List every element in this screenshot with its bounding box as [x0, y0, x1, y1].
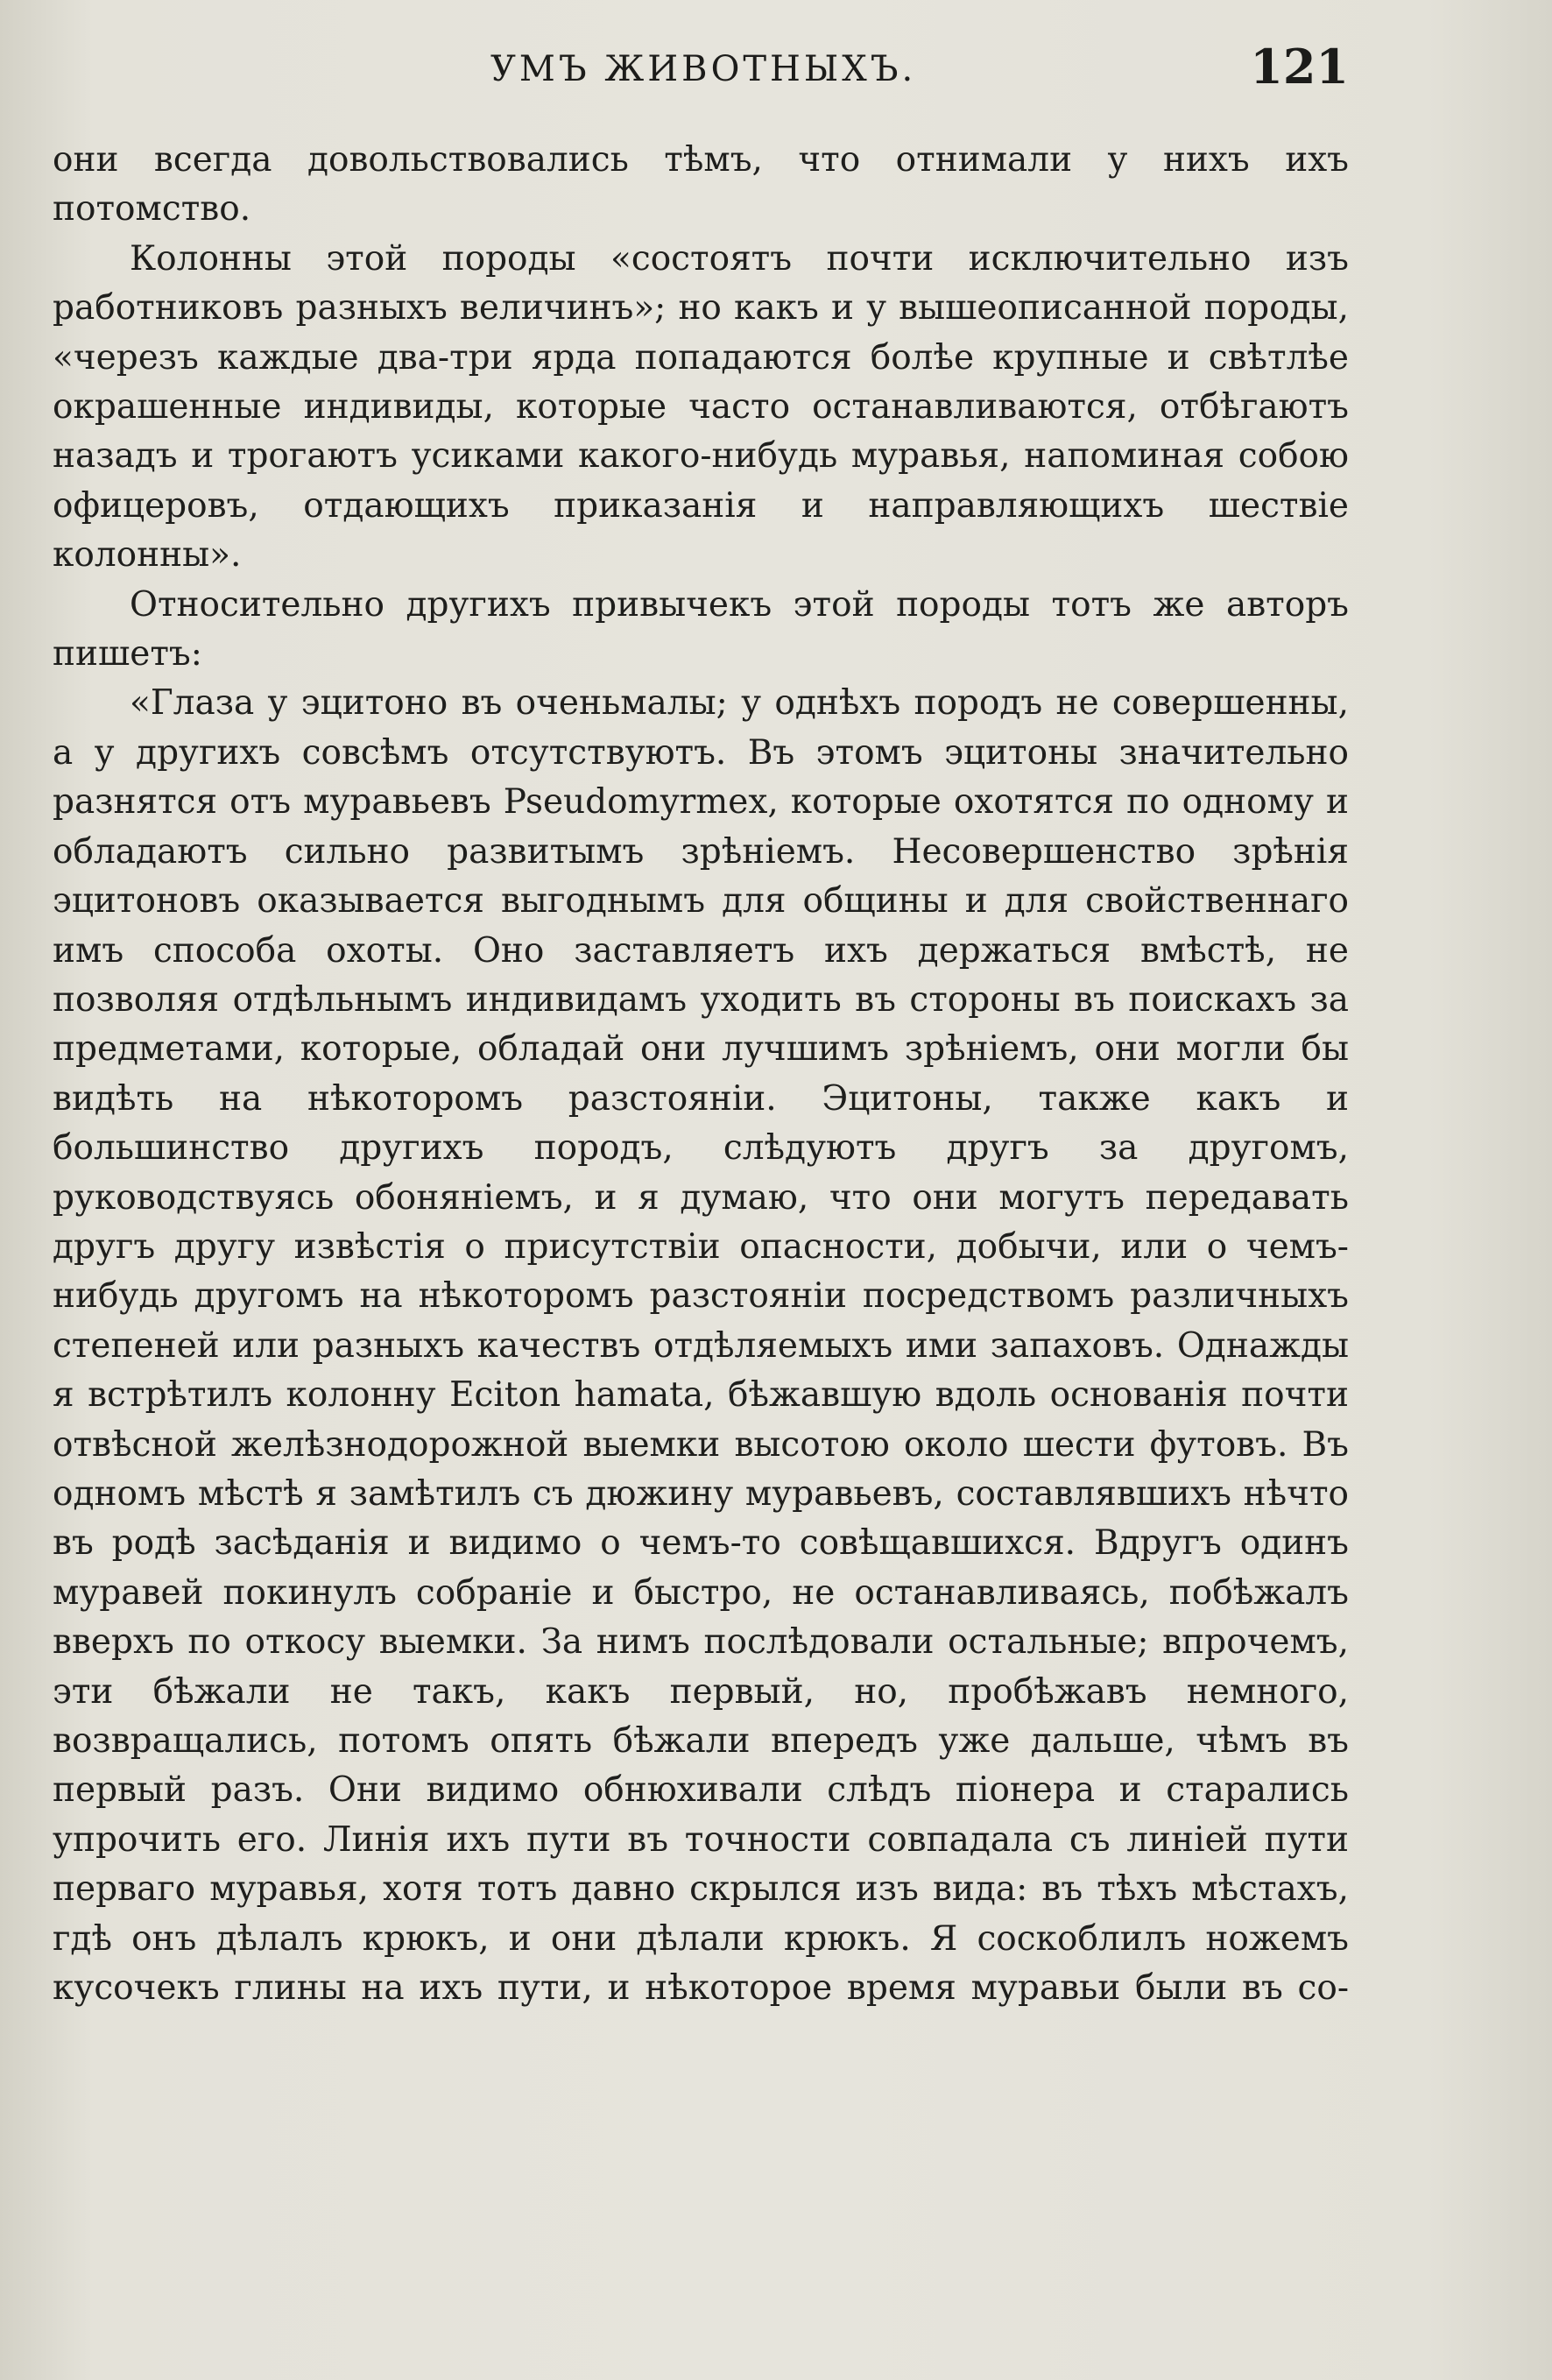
paragraph-colonnes: Колонны этой породы «состоятъ почти исключительно изъ работниковъ разныхъ величинъ»; но какъ и у вышеописанной породы, «черезъ каждые два-три ярда попадаются болѣе крупные и свѣтлѣе окрашенные индивиды, которые часто останавливаются, отбѣгаютъ назадъ и трогаютъ усиками какого-нибудь муравья, напоминая собою офицеровъ, отдающихъ приказанія и направляющихъ шествіе колонны».	[53, 238, 1349, 576]
page-header	[53, 33, 1349, 95]
body-text	[53, 136, 1349, 2013]
paragraph-quote: «Глаза у эцитоно въ оченьмалы; у однѣхъ породъ не совершенны, а у другихъ совсѣмъ отсутствуютъ. Въ этомъ эцитоны значительно разнятся отъ муравьевъ Pseudomyrmex, которые охотятся по одному и обладаютъ сильно развитымъ зрѣніемъ. Несовершенство зрѣнія эцитоновъ оказывается выгоднымъ для общины и для свойственнаго имъ способа охоты. Оно заставляетъ ихъ держаться вмѣстѣ, не позволяя отдѣльнымъ индивидамъ уходить въ стороны въ поискахъ за предметами, которые, обладай они лучшимъ зрѣніемъ, они могли бы видѣть на нѣкоторомъ разстояніи. Эцитоны, также какъ и большинство другихъ породъ, слѣдуютъ другъ за другомъ, руководствуясь обоняніемъ, и я думаю, что они могутъ передавать другъ другу извѣстія о присутствіи опасности, добычи, или о чемъ-нибудь другомъ на нѣкоторомъ разстояніи посредствомъ различныхъ степеней или разныхъ качествъ отдѣляемыхъ ими запаховъ. Однажды я встрѣтилъ колонну Eciton hamata, бѣжавшую вдоль основанія почти отвѣсной желѣзнодорожной выемки высотою около шести футовъ. Въ одномъ мѣстѣ я замѣтилъ съ дюжину муравьевъ, составлявшихъ нѣчто въ родѣ засѣданія и видимо о чемъ-то совѣщавшихся. Вдругъ одинъ муравей покинулъ собраніе и быстро, не останавливаясь, побѣжалъ вверхъ по откосу выемки. За нимъ послѣдовали остальные; впрочемъ, эти бѣжали не такъ, какъ первый, но, пробѣжавъ немного, возвращались, потомъ опять бѣжали впередъ уже дальше, чѣмъ въ первый разъ. Они видимо обнюхивали слѣдъ піонера и старались упрочить его. Линія ихъ пути въ точности совпадала съ линіей пути перваго муравья, хотя тотъ давно скрылся изъ вида: въ тѣхъ мѣстахъ, гдѣ онъ дѣлалъ крюкъ, и они дѣлали крюкъ. Я соскоблилъ ножемъ кусочекъ глины на ихъ пути, и нѣкоторое время муравьи были въ со-	[53, 683, 1349, 2009]
running-title: УМЪ ЖИВОТНЫХЪ.	[490, 49, 917, 89]
page-number: 121	[1250, 39, 1349, 95]
paragraph-habits-intro: Относительно другихъ привычекъ этой породы тотъ же авторъ пишетъ:	[53, 584, 1349, 674]
paragraph-continuation: они всегда довольствовались тѣмъ, что отнимали у нихъ ихъ потомство.	[53, 140, 1349, 230]
